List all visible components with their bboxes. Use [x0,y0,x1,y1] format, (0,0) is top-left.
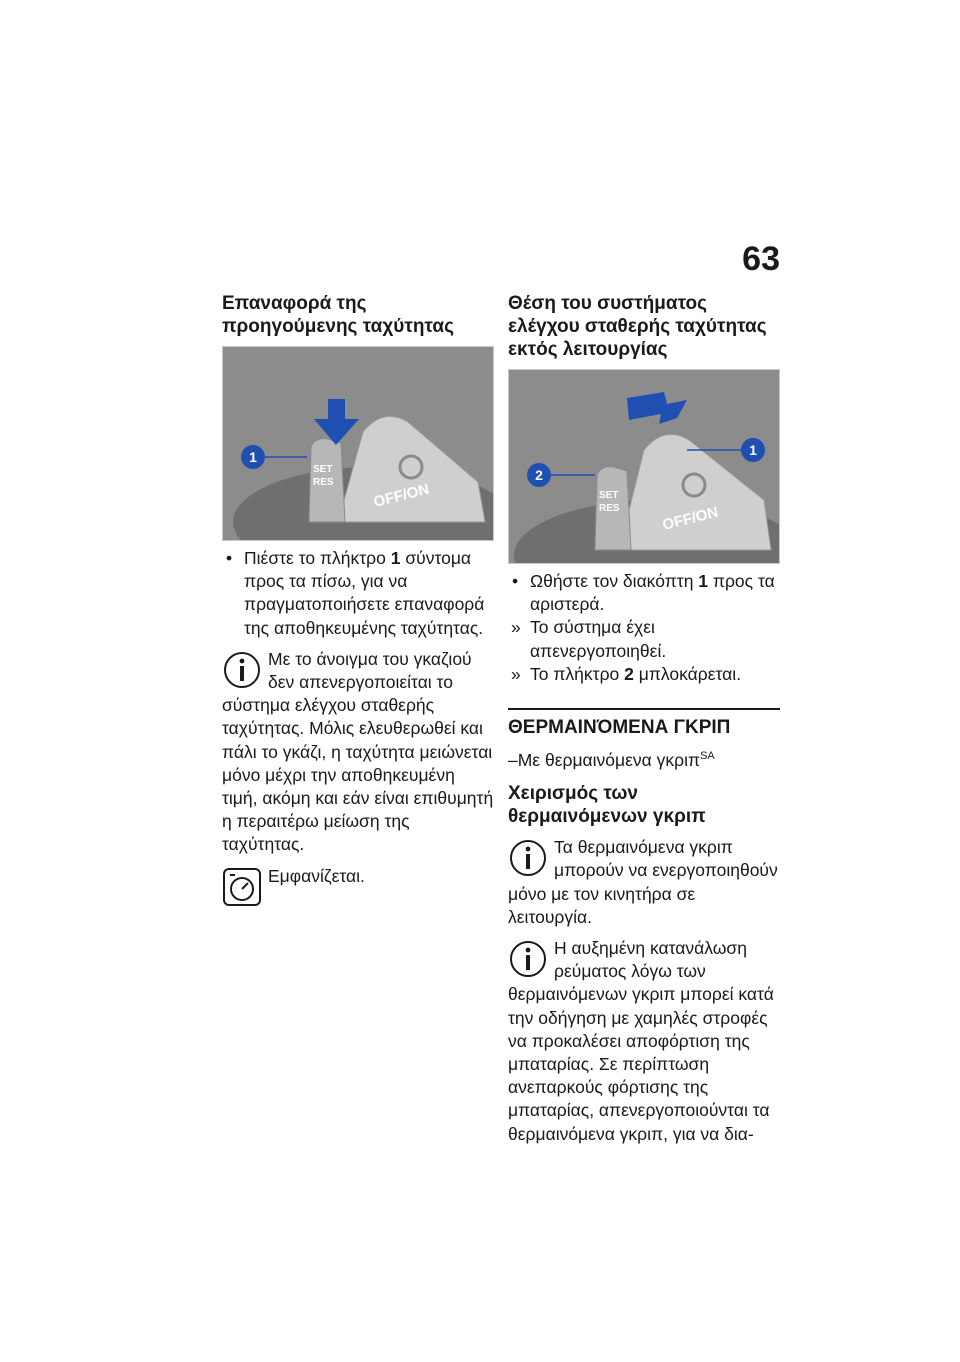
left-column [222,292,494,907]
callout-1-number: 1 [249,449,257,465]
res-label-2: RES [599,503,620,514]
result-2-text-a: Το πλήκτρο [530,663,625,684]
indicator-note-text: Εμφανίζεται. [268,865,365,886]
step-right-text-a: Ωθήστε τον διακόπτη [530,571,699,591]
instruction-step [222,547,494,640]
section-heading-restore-speed: Επαναφορά της προηγούμενης ταχύτητας [222,293,454,337]
result-2-text-b: μπλοκάρεται. [633,663,742,684]
off-on-label: OFF/ON [371,480,431,511]
special-equipment-tag: SA [700,750,715,763]
info-note [222,648,494,857]
set-label: SET [313,464,333,475]
step-number: 1 [390,548,401,568]
info-icon-3 [508,939,550,979]
figure-set-res-button [222,346,494,541]
equipment-text: –Με θερμαινόμενα γκριπ [508,750,701,771]
page-number: 63 [742,240,780,278]
info-icon [222,650,264,690]
right-column [508,292,780,1146]
cruise-control-indicator-icon [222,867,264,907]
callout-2-number: 2 [535,467,543,483]
callout-1-right-number: 1 [749,442,757,458]
handlebar-switch-illustration-2 [509,370,779,563]
handlebar-switch-illustration-1 [223,347,493,540]
step-right-number: 1 [698,571,709,591]
res-label: RES [313,477,334,488]
sub-heading-grip-operation: Χειρισμός των θερμαινόμενων γκριπ [508,783,706,828]
indicator-note [222,865,494,888]
section-heading-cruise-off: Θέση του συστήματος ελέγχου σταθερής ταχύτητας εκτός λειτουργίας [508,293,767,360]
info-note-text: Με το άνοιγμα του γκαζιού δεν απενεργοποιείται το σύστημα ελέγχου σταθερής ταχύτητας. Μόλις ελευθερωθεί και πάλι το γκάζι, η ταχύτητα μειώνεται μόνο μέχρι την αποθηκευμένη τιμή, ακόμη και εάν είναι επιθυμητή η περαιτέρω μείωση της ταχύτητας. [222,648,494,855]
info-note-grips-1 [508,836,780,929]
info-note-grips-2 [508,937,780,1146]
result-item-2 [508,663,780,686]
figure-cruise-switch-off [508,369,780,564]
info-note-grips-2-text: Η αυξημένη κατανάλωση ρεύματος λόγω των θερμαινόμενων γκριπ μπορεί κατά την οδήγηση με χαμηλές στροφές να προκαλέσει αποφόρτιση της μπαταρίας. Σε περίπτωση ανεπαρκούς φόρτισης της μπαταρίας, απενεργοποιούνται τα θερμαινόμενα γκριπ, για να δια- [508,938,774,1144]
set-label-2: SET [599,490,619,501]
equipment-note [508,745,780,772]
info-icon-2 [508,838,550,878]
section-title-heated-grips: ΘΕΡΜΑΙΝΌΜΕΝΑ ΓΚΡΙΠ [508,708,780,739]
step-right-text-b: προς τα αριστερά. [530,571,775,615]
info-note-grips-1-text: Τα θερμαινόμενα γκριπ μπορούν να ενεργοποιηθούν μόνο με τον κινητήρα σε λειτουργία. [508,837,778,927]
step-text-b: σύντομα προς τα πίσω, για να πραγματοποιήσετε επαναφορά της αποθηκευμένης ταχύτητας. [244,548,485,638]
result-2-number: 2 [624,663,634,684]
instruction-step-right [508,570,780,616]
result-item-1: » Το σύστημα έχει απενεργοποιηθεί. [508,616,780,662]
off-on-label-2: OFF/ON [660,503,720,534]
step-text-a: Πιέστε το πλήκτρο [244,548,391,568]
